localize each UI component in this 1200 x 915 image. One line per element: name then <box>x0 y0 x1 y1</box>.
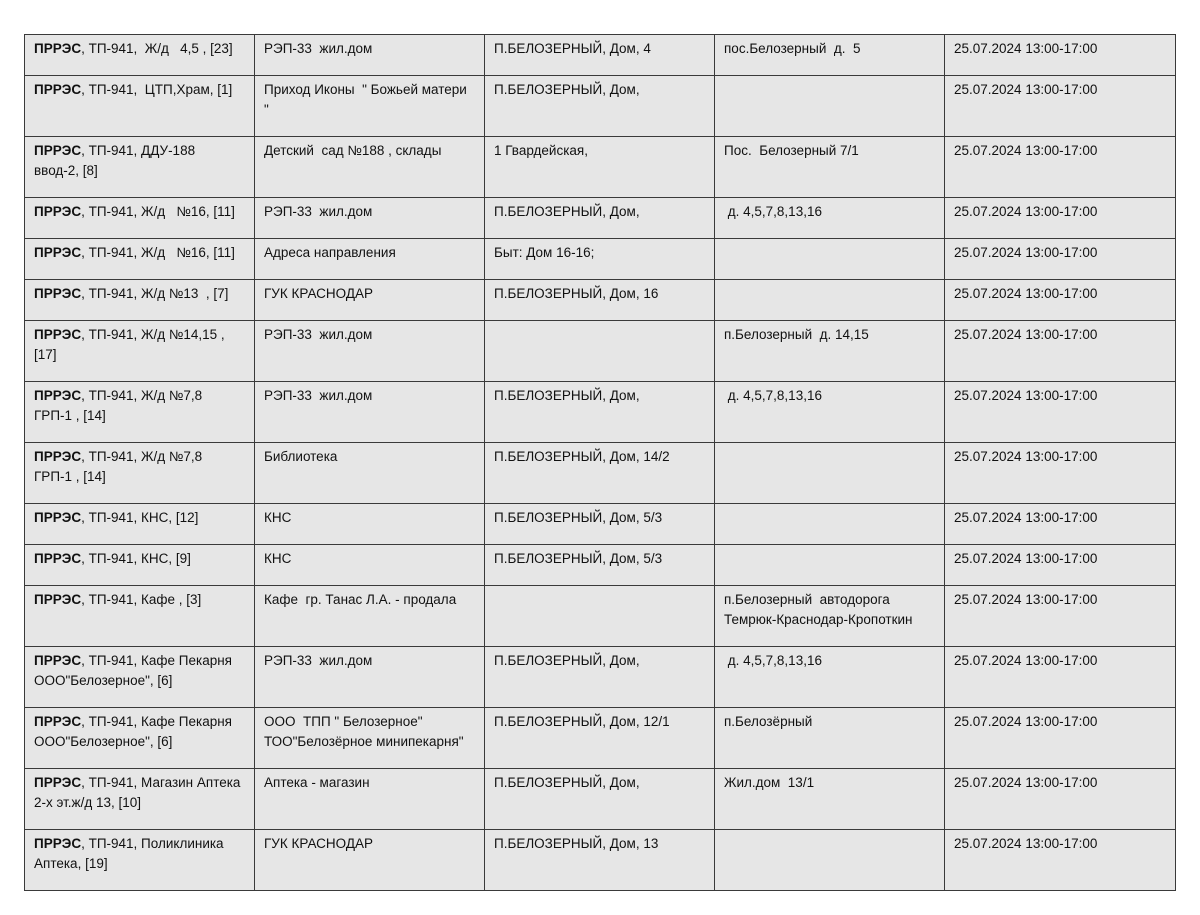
feeder-cell <box>25 443 255 504</box>
time-cell: 25.07.2024 13:00-17:00 <box>945 35 1176 76</box>
address-cell: П.БЕЛОЗЕРНЫЙ, Дом, <box>485 198 715 239</box>
feeder-text: , ТП-941, Ж/д №13 , [7] <box>81 286 229 301</box>
feeder-text: , ТП-941, Ж/д №16, [11] <box>81 245 235 260</box>
consumer-cell: ГУК КРАСНОДАР <box>255 280 485 321</box>
note-cell <box>715 545 945 586</box>
time-cell: 25.07.2024 13:00-17:00 <box>945 647 1176 708</box>
table-row <box>25 239 1176 280</box>
feeder-cell <box>25 586 255 647</box>
feeder-text: , ТП-941, Ж/д №7,8 ГРП-1 , [14] <box>34 449 214 484</box>
consumer-cell: РЭП-33 жил.дом <box>255 382 485 443</box>
feeder-text: , ТП-941, ЦТП,Храм, [1] <box>81 82 233 97</box>
org-label: ПРРЭС <box>34 714 82 729</box>
feeder-cell <box>25 382 255 443</box>
org-label: ПРРЭС <box>34 653 82 668</box>
org-label: ПРРЭС <box>34 592 82 607</box>
consumer-cell: РЭП-33 жил.дом <box>255 198 485 239</box>
table-row <box>25 545 1176 586</box>
address-cell: П.БЕЛОЗЕРНЫЙ, Дом, 5/3 <box>485 504 715 545</box>
table-row <box>25 647 1176 708</box>
table-row <box>25 76 1176 137</box>
consumer-cell: Приход Иконы " Божьей матери " <box>255 76 485 137</box>
feeder-text: , ТП-941, Ж/д №14,15 , [17] <box>34 327 229 362</box>
org-label: ПРРЭС <box>34 836 82 851</box>
time-cell: 25.07.2024 13:00-17:00 <box>945 280 1176 321</box>
org-label: ПРРЭС <box>34 245 82 260</box>
org-label: ПРРЭС <box>34 286 82 301</box>
time-cell: 25.07.2024 13:00-17:00 <box>945 830 1176 891</box>
feeder-text: , ТП-941, Кафе Пекарня ООО"Белозерное", [6] <box>34 714 236 749</box>
note-cell: п.Белозерный автодорога Темрюк-Краснодар-Кропоткин <box>715 586 945 647</box>
time-cell: 25.07.2024 13:00-17:00 <box>945 545 1176 586</box>
feeder-text: , ТП-941, Магазин Аптека 2-х эт.ж/д 13, [10] <box>34 775 245 810</box>
consumer-cell: Кафе гр. Танас Л.А. - продала <box>255 586 485 647</box>
consumer-cell: Библиотека <box>255 443 485 504</box>
note-cell: Жил.дом 13/1 <box>715 769 945 830</box>
org-label: ПРРЭС <box>34 510 82 525</box>
address-cell: П.БЕЛОЗЕРНЫЙ, Дом, 5/3 <box>485 545 715 586</box>
note-cell <box>715 239 945 280</box>
consumer-cell: Детский сад №188 , склады <box>255 137 485 198</box>
feeder-cell <box>25 198 255 239</box>
address-cell: П.БЕЛОЗЕРНЫЙ, Дом, <box>485 76 715 137</box>
feeder-text: , ТП-941, Ж/д №7,8 ГРП-1 , [14] <box>34 388 214 423</box>
time-cell: 25.07.2024 13:00-17:00 <box>945 586 1176 647</box>
table-row <box>25 504 1176 545</box>
org-label: ПРРЭС <box>34 449 82 464</box>
org-label: ПРРЭС <box>34 143 82 158</box>
org-label: ПРРЭС <box>34 327 82 342</box>
consumer-cell: ГУК КРАСНОДАР <box>255 830 485 891</box>
address-cell <box>485 586 715 647</box>
feeder-cell <box>25 647 255 708</box>
time-cell: 25.07.2024 13:00-17:00 <box>945 198 1176 239</box>
org-label: ПРРЭС <box>34 82 82 97</box>
org-label: ПРРЭС <box>34 551 82 566</box>
feeder-cell <box>25 504 255 545</box>
feeder-text: , ТП-941, Кафе , [3] <box>81 592 202 607</box>
table-row <box>25 35 1176 76</box>
table-row <box>25 137 1176 198</box>
time-cell: 25.07.2024 13:00-17:00 <box>945 769 1176 830</box>
table-row <box>25 830 1176 891</box>
address-cell: П.БЕЛОЗЕРНЫЙ, Дом, 13 <box>485 830 715 891</box>
time-cell: 25.07.2024 13:00-17:00 <box>945 239 1176 280</box>
feeder-cell <box>25 769 255 830</box>
table-row <box>25 586 1176 647</box>
feeder-text: , ТП-941, Кафе Пекарня ООО"Белозерное", [6] <box>34 653 236 688</box>
note-cell <box>715 443 945 504</box>
feeder-cell <box>25 76 255 137</box>
consumer-cell: ООО ТПП " Белозерное" ТОО"Белозёрное минипекарня" <box>255 708 485 769</box>
feeder-cell <box>25 280 255 321</box>
time-cell: 25.07.2024 13:00-17:00 <box>945 443 1176 504</box>
address-cell: П.БЕЛОЗЕРНЫЙ, Дом, <box>485 647 715 708</box>
table-row <box>25 198 1176 239</box>
feeder-cell <box>25 35 255 76</box>
consumer-cell: Адреса направления <box>255 239 485 280</box>
feeder-cell <box>25 239 255 280</box>
org-label: ПРРЭС <box>34 388 82 403</box>
note-cell <box>715 76 945 137</box>
table-row <box>25 769 1176 830</box>
org-label: ПРРЭС <box>34 204 82 219</box>
address-cell: П.БЕЛОЗЕРНЫЙ, Дом, 4 <box>485 35 715 76</box>
time-cell: 25.07.2024 13:00-17:00 <box>945 382 1176 443</box>
time-cell: 25.07.2024 13:00-17:00 <box>945 504 1176 545</box>
time-cell: 25.07.2024 13:00-17:00 <box>945 321 1176 382</box>
address-cell <box>485 321 715 382</box>
note-cell <box>715 830 945 891</box>
note-cell: д. 4,5,7,8,13,16 <box>715 647 945 708</box>
feeder-text: , ТП-941, Ж/д №16, [11] <box>81 204 235 219</box>
note-cell: п.Белозёрный <box>715 708 945 769</box>
feeder-cell <box>25 545 255 586</box>
time-cell: 25.07.2024 13:00-17:00 <box>945 708 1176 769</box>
consumer-cell: Аптека - магазин <box>255 769 485 830</box>
address-cell: Быт: Дом 16-16; <box>485 239 715 280</box>
table-row <box>25 443 1176 504</box>
table-row <box>25 321 1176 382</box>
note-cell <box>715 280 945 321</box>
feeder-cell <box>25 708 255 769</box>
time-cell: 25.07.2024 13:00-17:00 <box>945 76 1176 137</box>
feeder-text: , ТП-941, Ж/д 4,5 , [23] <box>81 41 233 56</box>
org-label: ПРРЭС <box>34 41 82 56</box>
note-cell: д. 4,5,7,8,13,16 <box>715 198 945 239</box>
org-label: ПРРЭС <box>34 775 82 790</box>
table-row <box>25 382 1176 443</box>
note-cell: Пос. Белозерный 7/1 <box>715 137 945 198</box>
consumer-cell: КНС <box>255 545 485 586</box>
address-cell: 1 Гвардейская, <box>485 137 715 198</box>
feeder-cell <box>25 830 255 891</box>
feeder-text: , ТП-941, КНС, [12] <box>81 510 199 525</box>
address-cell: П.БЕЛОЗЕРНЫЙ, Дом, <box>485 382 715 443</box>
time-cell: 25.07.2024 13:00-17:00 <box>945 137 1176 198</box>
outage-table <box>24 34 1176 891</box>
note-cell <box>715 504 945 545</box>
consumer-cell: РЭП-33 жил.дом <box>255 321 485 382</box>
table-row <box>25 280 1176 321</box>
address-cell: П.БЕЛОЗЕРНЫЙ, Дом, 12/1 <box>485 708 715 769</box>
feeder-text: , ТП-941, ДДУ-188 ввод-2, [8] <box>34 143 203 178</box>
address-cell: П.БЕЛОЗЕРНЫЙ, Дом, <box>485 769 715 830</box>
consumer-cell: РЭП-33 жил.дом <box>255 647 485 708</box>
address-cell: П.БЕЛОЗЕРНЫЙ, Дом, 14/2 <box>485 443 715 504</box>
feeder-cell <box>25 137 255 198</box>
consumer-cell: РЭП-33 жил.дом <box>255 35 485 76</box>
address-cell: П.БЕЛОЗЕРНЫЙ, Дом, 16 <box>485 280 715 321</box>
feeder-cell <box>25 321 255 382</box>
feeder-text: , ТП-941, Поликлиника Аптека, [19] <box>34 836 228 871</box>
note-cell: пос.Белозерный д. 5 <box>715 35 945 76</box>
note-cell: п.Белозерный д. 14,15 <box>715 321 945 382</box>
note-cell: д. 4,5,7,8,13,16 <box>715 382 945 443</box>
consumer-cell: КНС <box>255 504 485 545</box>
feeder-text: , ТП-941, КНС, [9] <box>81 551 191 566</box>
table-row <box>25 708 1176 769</box>
